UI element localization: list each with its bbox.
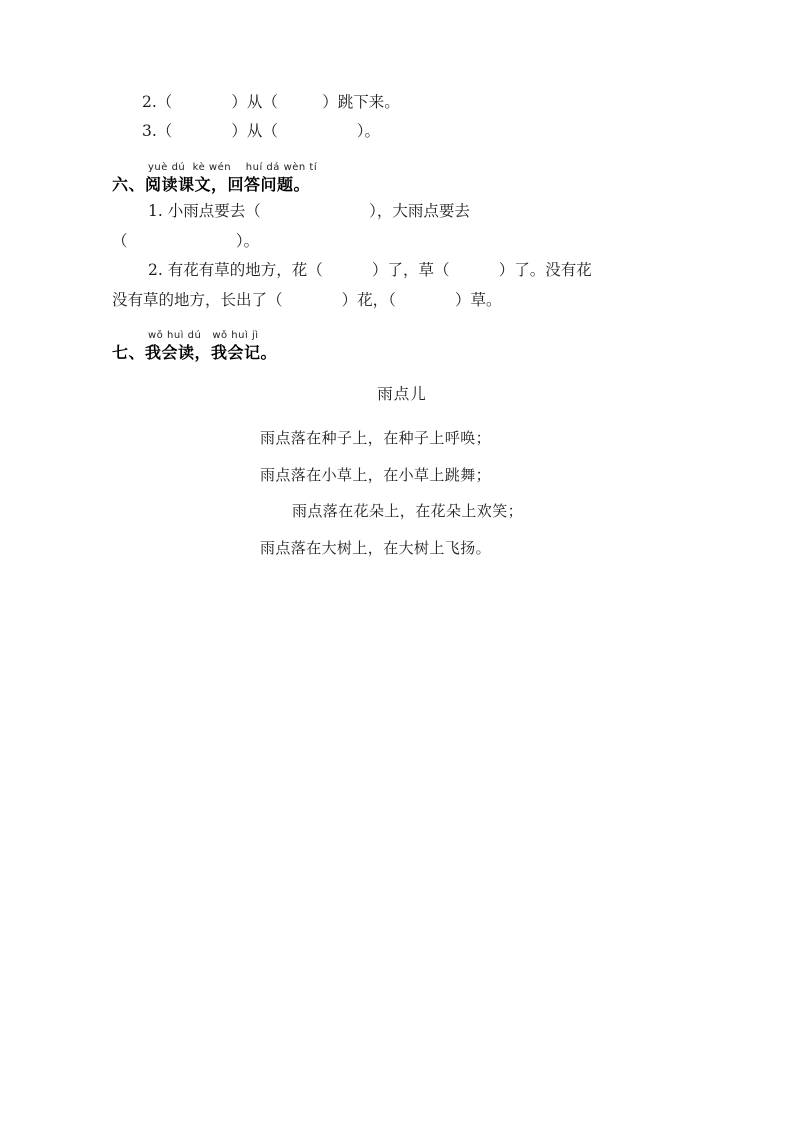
poem-line-4: 雨点落在大树上，在大树上飞扬。 <box>260 539 492 558</box>
exercise-item-2: 2.（ ）从（ ）跳下来。 <box>142 93 400 111</box>
poem-line-1: 雨点落在种子上，在种子上呼唤； <box>260 428 492 447</box>
section-six-pinyin: yuè dú kè wén huí dá wèn tí <box>148 161 318 173</box>
section-six <box>112 161 692 196</box>
exercise-item-3: 3.（ ）从（ ）。 <box>142 122 380 141</box>
section-six-question-2a: 2. 有花有草的地方，花（ ）了，草（ ）了。没有花 <box>148 261 592 280</box>
section-six-question-1a: 1. 小雨点要去（ ），大雨点要去 <box>148 202 470 221</box>
poem-block <box>112 382 692 567</box>
section-six-title: 六、阅读课文，回答问题。 <box>112 174 311 194</box>
section-six-question-2b: 没有草的地方，长出了（ ）花，（ ）草。 <box>112 290 502 309</box>
section-seven <box>112 329 692 364</box>
section-seven-pinyin: wǒ huì dú wǒ huì jì <box>148 330 259 342</box>
poem-line-2: 雨点落在小草上，在小草上跳舞； <box>260 465 492 484</box>
section-six-question-1b: （ ）。 <box>112 231 260 250</box>
worksheet-content <box>112 88 692 567</box>
poem-title: 雨点儿 <box>377 384 427 403</box>
section-seven-title: 七、我会读，我会记。 <box>112 343 278 363</box>
poem-line-3: 雨点落在花朵上，在花朵上欢笑； <box>292 502 524 521</box>
